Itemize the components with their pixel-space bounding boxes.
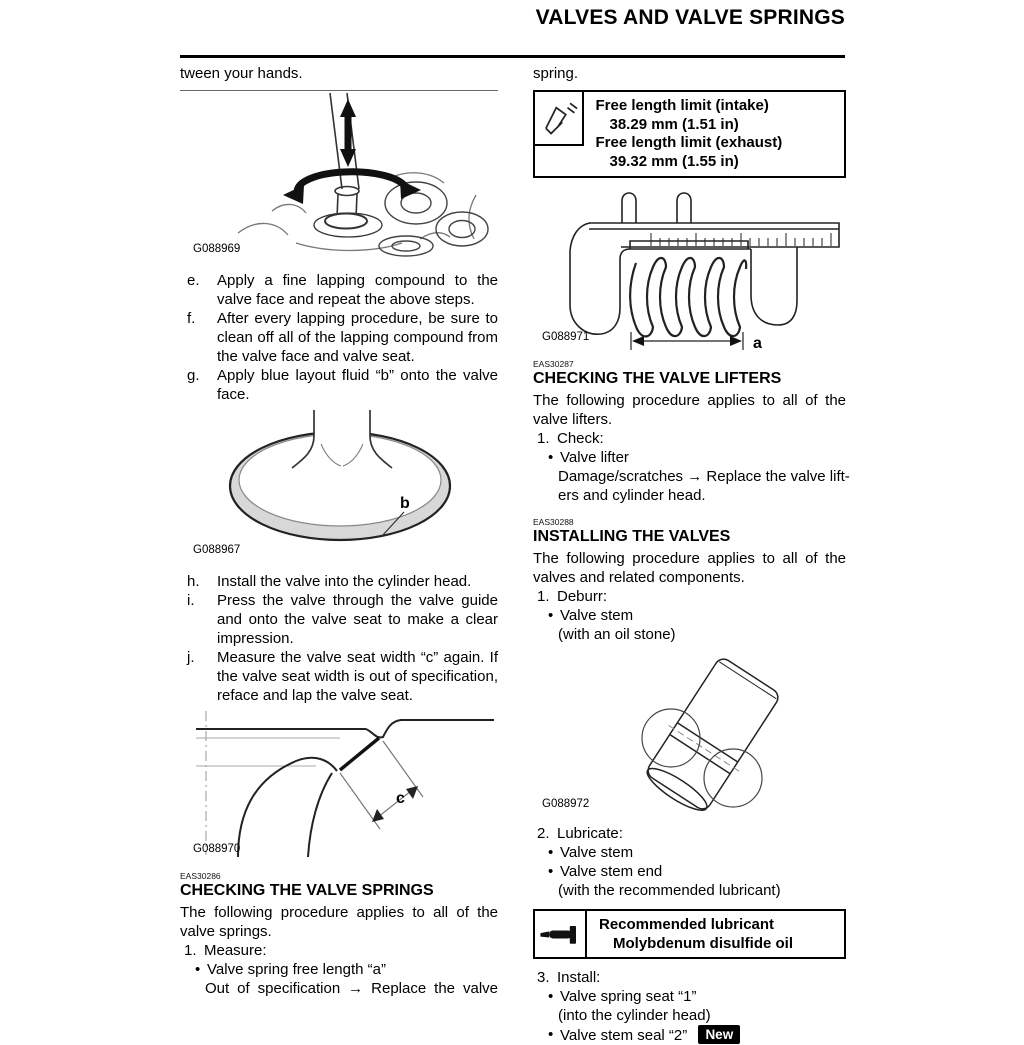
list-marker: g. xyxy=(187,367,200,384)
lapping-illustration xyxy=(180,91,498,257)
continuation-text: tween your hands. xyxy=(180,65,303,82)
list-marker: j. xyxy=(187,649,195,666)
lubricant-value: Molybdenum disulfide oil xyxy=(613,935,793,952)
bullet-item: • Valve stem end xyxy=(533,862,846,881)
text-line: the valve seat width is out of specification, xyxy=(217,668,498,685)
step-measure xyxy=(180,941,498,960)
figure-label-a: a xyxy=(753,335,762,352)
highlight-circle xyxy=(642,709,700,767)
result-line: ers and cylinder head. xyxy=(558,487,706,504)
lubricant-text xyxy=(587,911,844,957)
list-item-h xyxy=(180,572,498,591)
figure-valve-stem xyxy=(533,652,846,818)
step-number: 1. xyxy=(537,430,550,447)
paragraph-line: The following procedure applies to all of the xyxy=(533,392,846,409)
section-heading: INSTALLING THE VALVES xyxy=(533,528,731,545)
continuation-text: spring. xyxy=(533,65,579,82)
bullet-item: • Valve spring free length “a” xyxy=(180,960,498,979)
figure-valve-seat xyxy=(180,709,498,859)
section-code: EAS30286 xyxy=(180,871,221,881)
note-line: (into the cylinder head) xyxy=(558,1007,711,1024)
step-number: 1. xyxy=(184,942,197,959)
spec-text xyxy=(584,92,845,176)
step-deburr xyxy=(533,587,846,606)
list-item-g xyxy=(180,366,498,404)
spec-value: 39.32 mm (1.55 in) xyxy=(609,152,739,170)
paragraph-line: valve springs. xyxy=(180,923,272,940)
text-line: valve face and repeat the above steps. xyxy=(217,291,475,308)
text-line: Apply a fine lapping compound to the xyxy=(217,272,498,289)
text-line: reface and lap the valve seat. xyxy=(217,687,413,704)
step-check xyxy=(533,429,846,448)
header-rule xyxy=(180,55,845,58)
step-text: Check: xyxy=(557,430,604,447)
figure-valve-face xyxy=(180,410,498,560)
valve-face-illustration xyxy=(180,410,498,558)
list-marker: i. xyxy=(187,592,195,609)
lubricant-box xyxy=(533,909,846,959)
section-code: EAS30288 xyxy=(533,517,574,527)
figure-caption: G088967 xyxy=(193,544,241,556)
step-install xyxy=(533,968,846,987)
step-lubricate xyxy=(533,824,846,843)
list-marker: h. xyxy=(187,573,200,590)
page-title: VALVES AND VALVE SPRINGS xyxy=(535,6,845,29)
text-line: Measure the valve seat width “c” again. If xyxy=(217,649,498,666)
up-down-arrow-icon xyxy=(340,99,356,167)
section-heading: CHECKING THE VALVE LIFTERS xyxy=(533,370,782,387)
figure-label-c: c xyxy=(396,790,405,807)
figure-caption: G088969 xyxy=(193,243,241,255)
dimension-a xyxy=(631,332,743,350)
list-marker: f. xyxy=(187,310,196,327)
spring-coil xyxy=(630,258,746,336)
figure-caption: G088971 xyxy=(542,331,590,343)
step-text: Measure: xyxy=(204,942,267,959)
text-line: clean off all of the lapping compound from xyxy=(217,329,498,346)
figure-caption: G088970 xyxy=(193,843,241,855)
paragraph-line: The following procedure applies to all of the xyxy=(180,904,498,921)
text-line: After every lapping procedure, be sure to xyxy=(217,310,498,327)
bullet-item-with-badge xyxy=(533,1025,846,1045)
text-line: face. xyxy=(217,386,250,403)
spec-box xyxy=(533,90,846,178)
new-badge: New xyxy=(698,1025,740,1044)
step-text: Deburr: xyxy=(557,588,608,605)
spec-label: Free length limit (intake) xyxy=(595,97,769,114)
spec-value: 38.29 mm (1.51 in) xyxy=(609,115,739,133)
step-text: Lubricate: xyxy=(557,825,623,842)
list-item-e xyxy=(180,271,498,309)
section-code: EAS30287 xyxy=(533,359,574,369)
note-line: (with an oil stone) xyxy=(558,626,676,643)
list-item-f xyxy=(180,309,498,366)
text-line: impression. xyxy=(217,630,294,647)
highlight-circle xyxy=(704,749,762,807)
caliper-icon xyxy=(533,90,584,146)
bullet-item: • Valve stem xyxy=(533,843,846,862)
caliper-illustration xyxy=(533,191,846,353)
step-number: 2. xyxy=(537,825,550,842)
figure-lapping xyxy=(180,90,498,259)
spec-label: Free length limit (exhaust) xyxy=(595,134,783,151)
paragraph-line: valve lifters. xyxy=(533,411,613,428)
bullet-item: • Valve lifter xyxy=(533,448,846,467)
text-line: Install the valve into the cylinder head. xyxy=(217,573,472,590)
valve-stem-illustration xyxy=(533,652,846,818)
note-line: (with the recommended lubricant) xyxy=(558,882,781,899)
figure-caliper xyxy=(533,191,846,353)
oiler-icon xyxy=(535,911,587,957)
figure-caption: G088972 xyxy=(542,798,590,810)
text-line: Press the valve through the valve guide xyxy=(217,592,498,609)
bullet-text: Valve stem seal “2” xyxy=(560,1027,688,1044)
paragraph-line: valves and related components. xyxy=(533,569,745,586)
bullet-item: • Valve spring seat “1” xyxy=(533,987,846,1006)
text-line: and onto the valve seat to make a clear xyxy=(217,611,498,628)
text-line: the valve face and valve seat. xyxy=(217,348,415,365)
section-heading: CHECKING THE VALVE SPRINGS xyxy=(180,882,434,899)
list-item-i xyxy=(180,591,498,648)
step-number: 1. xyxy=(537,588,550,605)
text-line: Apply blue layout fluid “b” onto the valve xyxy=(217,367,498,384)
rotation-arrow-icon xyxy=(283,172,421,204)
paragraph-line: The following procedure applies to all of the xyxy=(533,550,846,567)
result-line: Out of specification → Replace the valve xyxy=(205,980,498,997)
bullet-item: • Valve stem xyxy=(533,606,846,625)
step-number: 3. xyxy=(537,969,550,986)
figure-label-b: b xyxy=(400,495,410,512)
right-column xyxy=(533,64,850,1045)
left-column xyxy=(180,64,498,998)
step-text: Install: xyxy=(557,969,601,986)
lubricant-label: Recommended lubricant xyxy=(599,916,775,933)
result-line: Damage/scratches → Replace the valve lift- xyxy=(558,468,850,485)
valve-seat-illustration xyxy=(180,709,498,857)
list-item-j xyxy=(180,648,498,705)
list-marker: e. xyxy=(187,272,200,289)
